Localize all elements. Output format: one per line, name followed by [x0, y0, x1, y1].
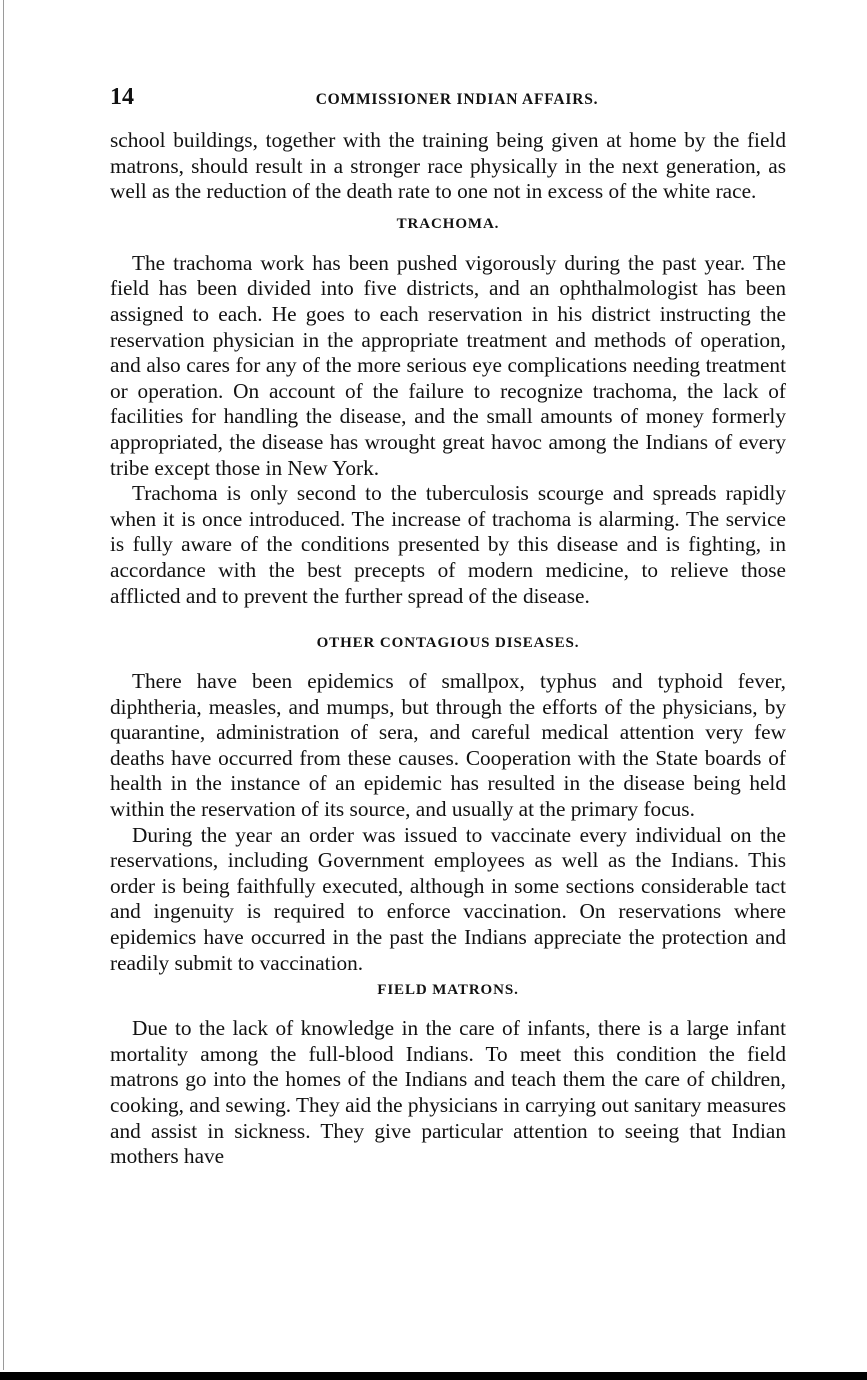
body-text: [110, 128, 786, 1170]
paragraph-contagious-1: There have been epidemics of smallpox, typhus and typhoid fever, diphtheria, measles, and mumps, but through the efforts of the physicians, by quarantine, administration of sera, and careful medical attention very few deaths have occurred from these causes. Cooperation with the State boards of health in the instance of an epidemic has resulted in the disease being held within the reservation of its source, and usually at the primary focus.: [110, 669, 786, 822]
paragraph-trachoma-2: Trachoma is only second to the tuberculosis scourge and spreads rapidly when it is once introduced. The increase of trachoma is alarming. The service is fully aware of the conditions presented by this disease and is fighting, in accordance with the best precepts of modern medicine, to relieve those afflicted and to prevent the further spread of the disease.: [110, 481, 786, 608]
page-header: [110, 84, 786, 110]
running-head: COMMISSIONER INDIAN AFFAIRS.: [315, 91, 599, 108]
scan-bottom-edge: [0, 1372, 867, 1380]
paragraph-trachoma-1: The trachoma work has been pushed vigorously during the past year. The field has been divided into five districts, and an ophthalmologist has been assigned to each. He goes to each reservation in his district instructing the reservation physician in the appropriate treatment and methods of operation, and also cares for any of the more serious eye complications needing treatment or operation. On account of the failure to recognize trachoma, the lack of facilities for handling the disease, and the small amounts of money formerly appropriated, the disease has wrought great havoc among the Indians of every tribe except those in New York.: [110, 250, 786, 480]
page-edge-line: [3, 0, 4, 1370]
paragraph-matrons-1: Due to the lack of knowledge in the care of infants, there is a large infant mortality among the full-blood Indians. To meet this condition the field matrons go into the homes of the Indians and teach them the care of children, cooking, and sewing. They aid the physicians in carrying out sanitary measures and assist in sickness. They give particular attention to seeing that Indian mothers have: [110, 1016, 786, 1169]
section-heading-trachoma: TRACHOMA.: [396, 215, 500, 232]
section-heading-field-matrons: FIELD MATRONS.: [377, 982, 519, 999]
section-heading-contagious-diseases: OTHER CONTAGIOUS DISEASES.: [316, 635, 580, 652]
page-number: 14: [110, 84, 134, 110]
paragraph-intro: school buildings, together with the training being given at home by the field matrons, should result in a stronger race physically in the next generation, as well as the reduction of the death rate to one not in excess of the white race.: [110, 128, 786, 204]
paragraph-contagious-2: During the year an order was issued to vaccinate every individual on the reservations, including Government employees as well as the Indians. This order is being faithfully executed, although in some sections considerable tact and ingenuity is required to enforce vaccination. On reservations where epidemics have occurred in the past the Indians appreciate the protection and readily submit to vaccination.: [110, 822, 786, 975]
